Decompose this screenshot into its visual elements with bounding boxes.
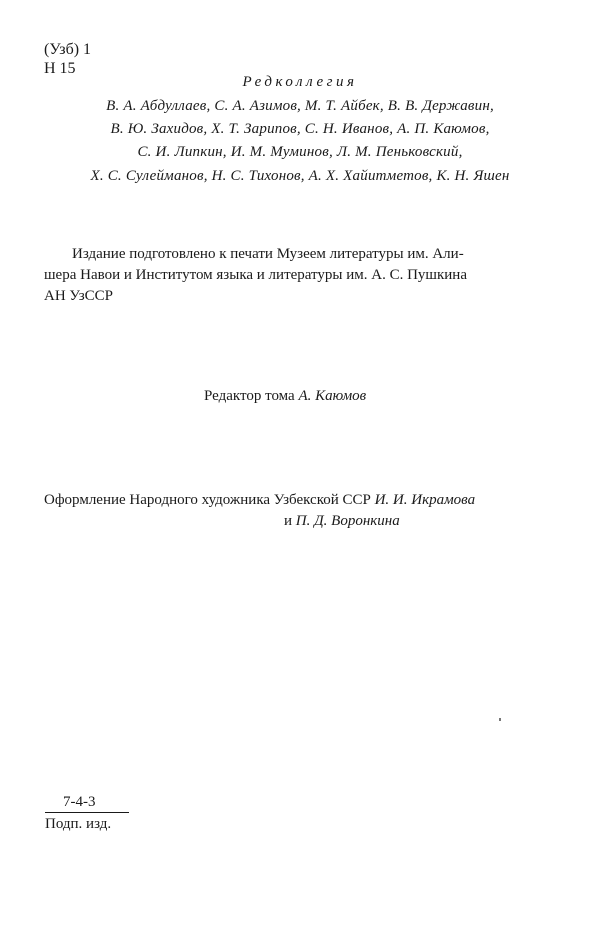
design-credits-line-2 bbox=[44, 511, 475, 532]
volume-editor bbox=[204, 386, 366, 407]
stray-dot bbox=[499, 718, 501, 721]
editorial-board-line-3: С. И. Липкин, И. М. Муминов, Л. М. Пеньковский, bbox=[137, 144, 463, 160]
design-credits bbox=[44, 490, 475, 532]
editorial-board-title: Редколлегия bbox=[242, 74, 358, 90]
code-divider bbox=[45, 812, 129, 813]
design-artist-1: И. И. Икрамова bbox=[374, 492, 476, 508]
editorial-board-line-2: В. Ю. Захидов, Х. Т. Зарипов, С. Н. Иванов, А. П. Каюмов, bbox=[110, 121, 490, 137]
design-artist-2: П. Д. Воронкина bbox=[295, 513, 400, 529]
publication-note-line-1: Издание подготовлено к печати Музеем литературы им. Али- bbox=[72, 246, 464, 262]
editorial-board-line-1: В. А. Абдуллаев, С. А. Азимов, М. Т. Айбек, В. В. Державин, bbox=[106, 98, 494, 114]
design-credits-line-1 bbox=[44, 490, 475, 511]
publication-note-line-3: АН УзССР bbox=[44, 288, 113, 304]
publication-note-line-2: шера Навои и Институтом языка и литературы им. А. С. Пушкина bbox=[44, 267, 467, 283]
volume-editor-label: Редактор тома bbox=[204, 388, 295, 404]
design-credits-label: Оформление Народного художника Узбекской ССР bbox=[44, 492, 371, 508]
design-conjunction: и bbox=[284, 513, 293, 529]
catalog-line-2: Н 15 bbox=[44, 60, 76, 77]
catalog-line-1: (Узб) 1 bbox=[44, 41, 92, 58]
order-code: 7-4-3 bbox=[63, 794, 96, 810]
volume-editor-name: А. Каюмов bbox=[298, 388, 367, 404]
publication-note bbox=[44, 244, 564, 307]
editorial-board-line-4: Х. С. Сулейманов, Н. С. Тихонов, А. Х. Хайитметов, К. Н. Яшен bbox=[90, 168, 510, 184]
catalog-index bbox=[44, 40, 91, 78]
subscription-label: Подп. изд. bbox=[45, 816, 112, 832]
